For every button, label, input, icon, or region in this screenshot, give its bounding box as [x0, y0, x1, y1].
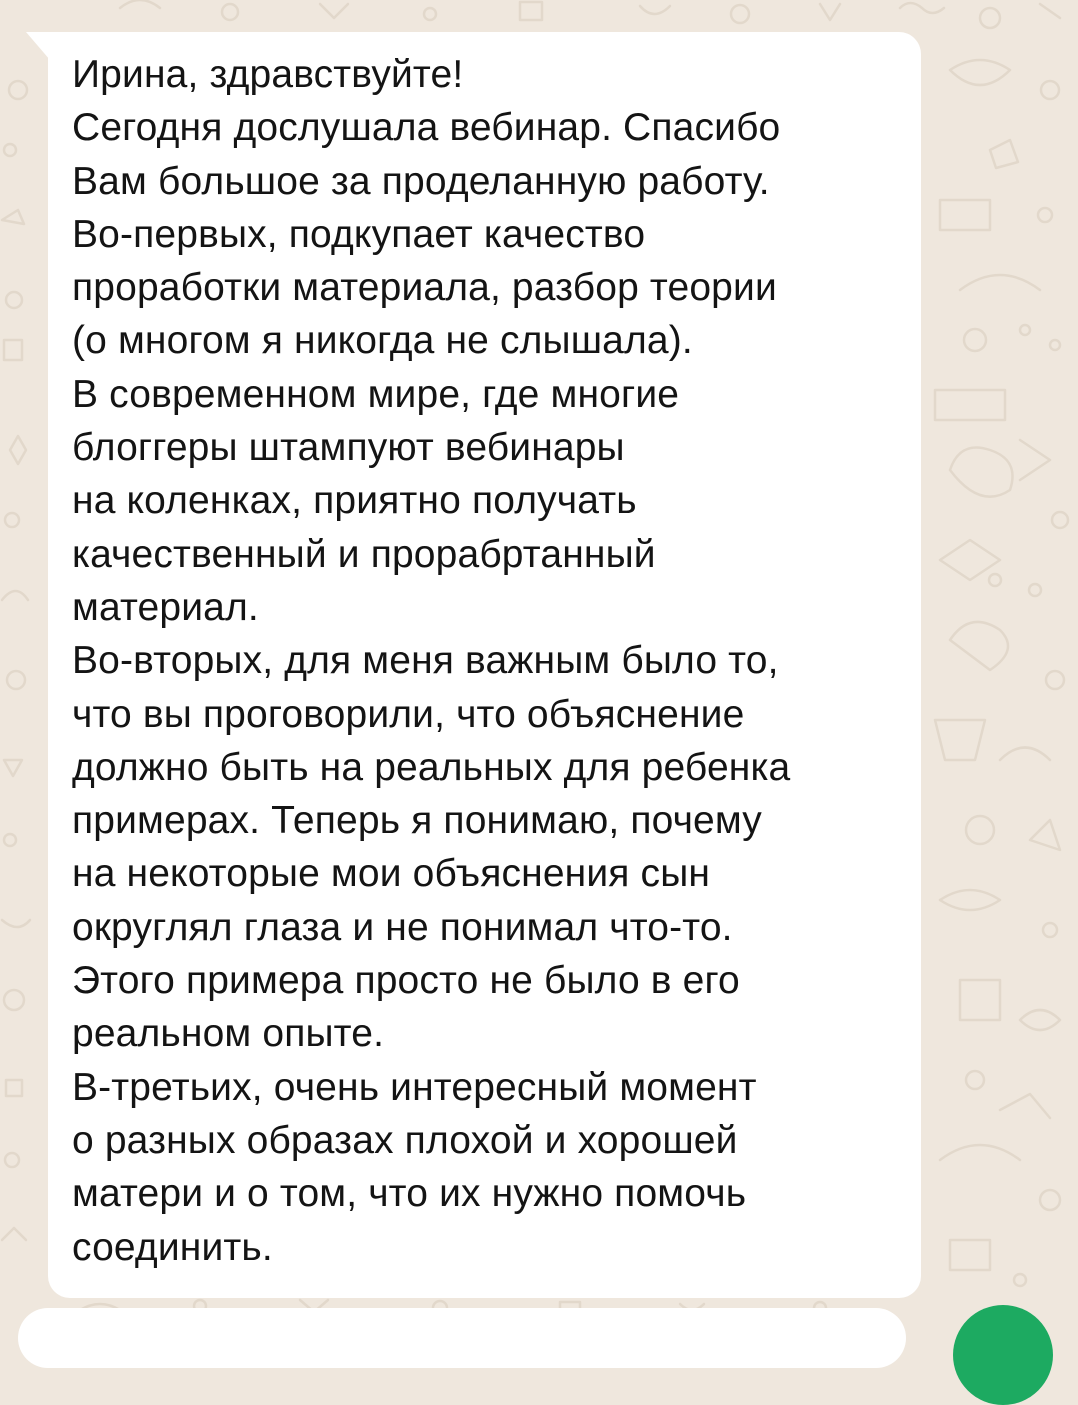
message-line: матери и о том, что их нужно помочь: [72, 1172, 747, 1216]
message-line: Во-вторых, для меня важным было то,: [72, 639, 779, 683]
message-line: проработки материала, разбор теории: [72, 266, 777, 310]
message-line: В-третьих, очень интересный момент: [72, 1065, 757, 1109]
message-line: блоггеры штампуют вебинары: [72, 426, 625, 470]
message-line: округлял глаза и не понимал что-то.: [72, 905, 733, 949]
message-line: (о многом я никогда не слышала).: [72, 319, 693, 363]
message-line: примерах. Теперь я понимаю, почему: [72, 799, 762, 843]
message-input-bar[interactable]: [18, 1308, 906, 1368]
message-line: Вам большое за проделанную работу.: [72, 159, 770, 203]
message-line: на некоторые мои объяснения сын: [72, 852, 711, 896]
message-line: о разных образах плохой и хорошей: [72, 1118, 738, 1162]
message-line: соединить.: [72, 1225, 273, 1269]
message-text: [72, 48, 897, 1274]
message-line: качественный и прорабртанный: [72, 532, 656, 576]
message-line: Сегодня дослушала вебинар. Спасибо: [72, 106, 781, 150]
message-bubble-tail: [26, 32, 50, 60]
message-line: Во-первых, подкупает качество: [72, 212, 646, 256]
message-line: реальном опыте.: [72, 1012, 385, 1056]
message-line: что вы проговорили, что объяснение: [72, 692, 745, 736]
message-line: на коленках, приятно получать: [72, 479, 637, 523]
incoming-message-bubble[interactable]: [48, 32, 921, 1298]
message-line: материал.: [72, 585, 259, 629]
message-line: должно быть на реальных для ребенка: [72, 745, 791, 789]
message-line: В современном мире, где многие: [72, 372, 680, 416]
message-line: Этого примера просто не было в его: [72, 959, 740, 1003]
voice-record-button[interactable]: [953, 1305, 1053, 1405]
message-line: Ирина, здравствуйте!: [72, 53, 464, 96]
